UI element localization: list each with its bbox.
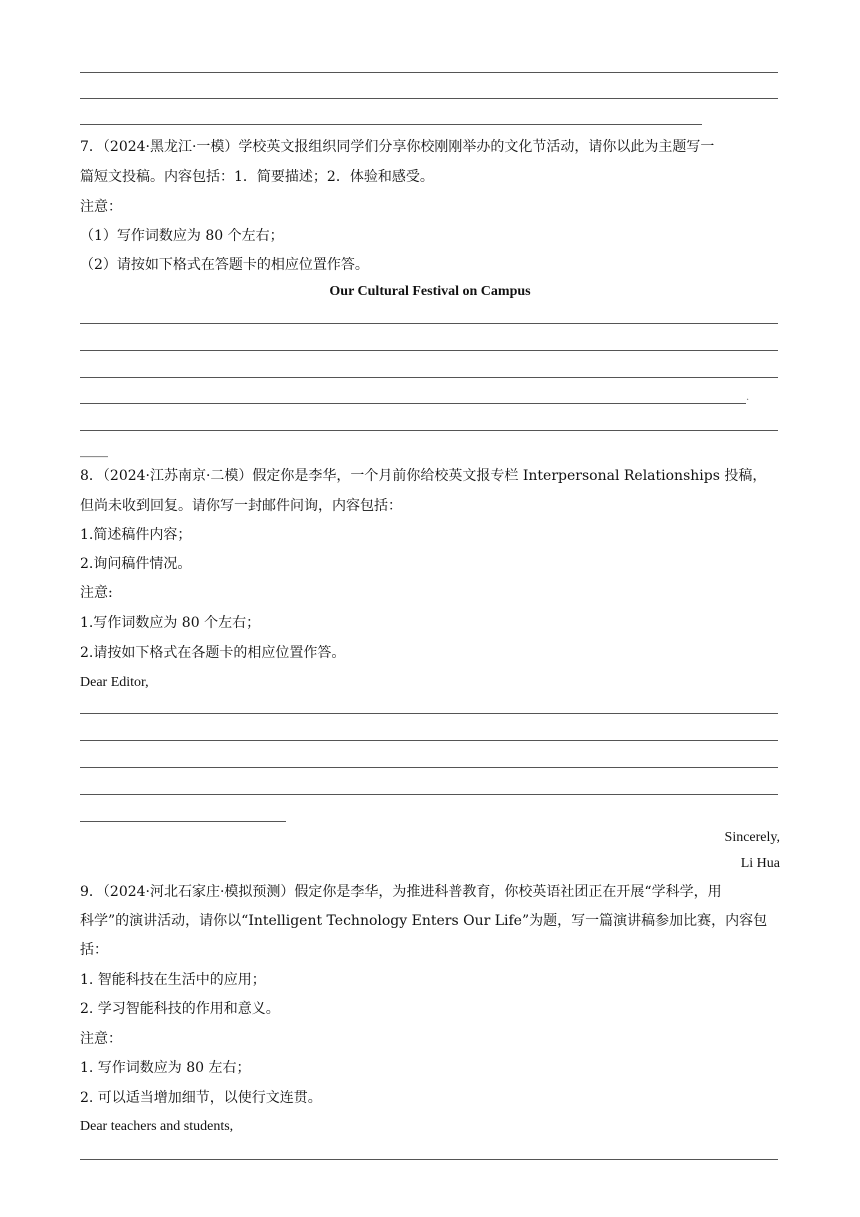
q7-note-label: 注意： xyxy=(80,199,122,215)
stray-mark: . xyxy=(746,392,750,403)
answer-line xyxy=(80,767,778,768)
q9-prompt-line2: 科学”的演讲活动，请你以“Intelligent Technology Enters Our Life”为题，写一篇演讲稿参加比赛，内容包 xyxy=(80,913,768,929)
short-answer-line: ____ xyxy=(80,442,108,458)
q8-content-item-1: 1.简述稿件内容； xyxy=(80,527,192,543)
q9-requirement-1: 1. 写作词数应为 80 左右； xyxy=(80,1060,251,1076)
q8-requirement-2: 2.请按如下格式在各题卡的相应位置作答。 xyxy=(80,645,346,661)
answer-line xyxy=(80,72,778,73)
answer-line xyxy=(80,430,778,431)
q9-salutation: Dear teachers and students, xyxy=(80,1119,234,1134)
q8-closing: Sincerely, xyxy=(724,830,780,845)
answer-line xyxy=(80,323,778,324)
q9-requirement-2: 2. 可以适当增加细节，以使行文连贯。 xyxy=(80,1090,322,1106)
answer-line xyxy=(80,124,702,125)
answer-line xyxy=(80,350,778,351)
answer-line xyxy=(80,377,778,378)
q8-signature: Li Hua xyxy=(740,856,780,871)
answer-line xyxy=(80,98,778,99)
q9-prompt-line1: 9．（2024·河北石家庄·模拟预测）假定你是李华，为推进科普教育，你校英语社团正在开展“学科学，用 xyxy=(80,884,722,900)
answer-line xyxy=(80,740,778,741)
answer-line xyxy=(80,821,286,822)
q8-prompt-line1: 8．（2024·江苏南京·二模）假定你是李华，一个月前你给校英文报专栏 Interpersonal Relationships 投稿， xyxy=(80,468,767,484)
answer-line xyxy=(80,794,778,795)
answer-line xyxy=(80,713,778,714)
q7-requirement-1: （1）写作词数应为 80 个左右； xyxy=(80,228,284,244)
q7-essay-title: Our Cultural Festival on Campus xyxy=(329,284,531,299)
q7-prompt-line1: 7．（2024·黑龙江·一模）学校英文报组织同学们分享你校刚刚举办的文化节活动，请你以此为主题写一 xyxy=(80,139,715,155)
answer-line xyxy=(80,403,746,404)
q9-content-item-2: 2. 学习智能科技的作用和意义。 xyxy=(80,1001,280,1017)
q9-note-label: 注意： xyxy=(80,1031,122,1047)
q9-prompt-line3: 括： xyxy=(80,942,108,958)
answer-line xyxy=(80,1159,778,1160)
q8-prompt-line2: 但尚未收到回复。请你写一封邮件问询，内容包括： xyxy=(80,498,402,514)
q7-requirement-2: （2）请按如下格式在答题卡的相应位置作答。 xyxy=(80,257,369,273)
q8-note-label: 注意: xyxy=(80,585,113,601)
q8-requirement-1: 1.写作词数应为 80 个左右； xyxy=(80,615,261,631)
q9-content-item-1: 1. 智能科技在生活中的应用； xyxy=(80,972,266,988)
q8-salutation: Dear Editor, xyxy=(80,675,149,690)
q8-content-item-2: 2.询问稿件情况。 xyxy=(80,556,192,572)
q7-prompt-line2: 篇短文投稿。内容包括：1．简要描述；2．体验和感受。 xyxy=(80,169,434,185)
